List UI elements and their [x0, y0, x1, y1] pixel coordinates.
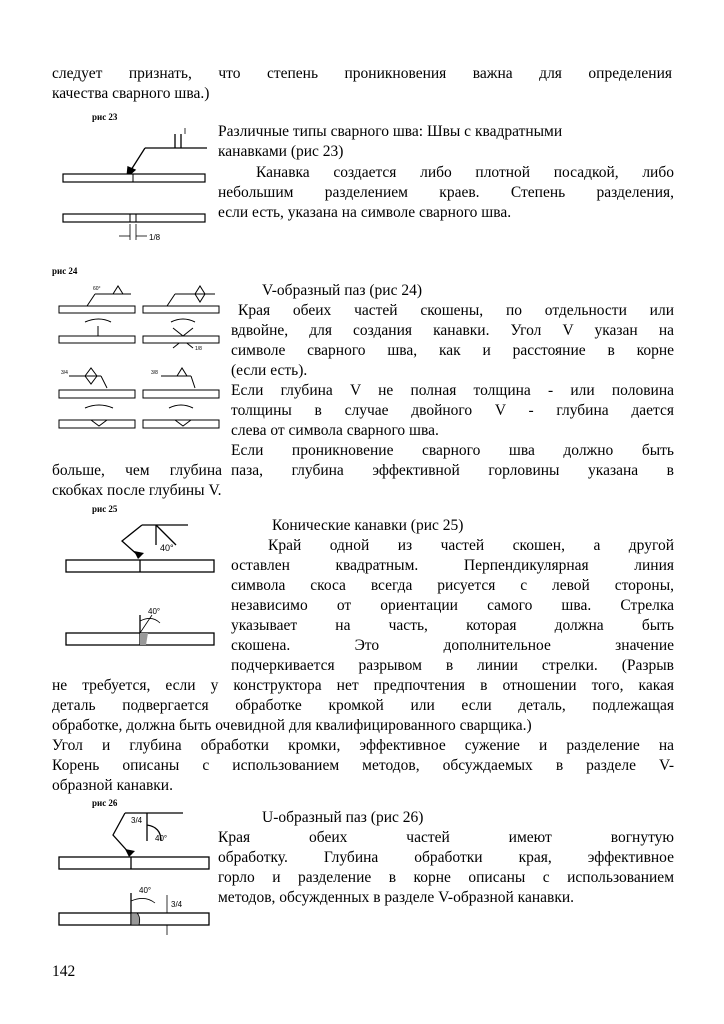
fig23-dimension: [119, 224, 147, 240]
fig25-text-2: оставлен квадратным. Перпендикулярная линия: [231, 557, 674, 574]
fig23-plate-bottom: [63, 214, 205, 222]
fig26-title: U-образный паз (рис 26): [262, 809, 424, 826]
fig26-dim-top: 3/4: [131, 816, 143, 825]
fig25-drawing: [60, 515, 220, 655]
fig23-title: Различные типы сварного шва: Швы с квадратными: [218, 123, 563, 140]
intro-line-2: качества сварного шва.): [52, 85, 210, 102]
fig24-drawing: [55, 278, 225, 448]
fig26-angle-bottom: 40°: [139, 886, 152, 895]
fig25-text-1: Край одной из частей скошен, а другой: [268, 537, 674, 554]
fig25-text-10: обработке, должна быть очевидной для квалифицированного сварщика.): [52, 717, 532, 734]
fig26-caption: рис 26: [92, 798, 118, 808]
fig26-text-3: горло и разделение в корне описаны с использованием: [218, 869, 674, 886]
fig25-text-5: указывает на часть, которая должна быть: [231, 617, 674, 634]
fig25-angle-top: 40°: [160, 543, 174, 553]
fig25-text-9: деталь подвергается обработке кромкой или если деталь, подлежащая: [52, 697, 674, 714]
fig25-text-3: символа скоса всегда рисуется с левой стороны,: [231, 577, 674, 594]
fig26-text-2: обработку. Глубина обработки края, эффективное: [218, 849, 674, 866]
fig25-text-6: скошена. Это дополнительное значение: [231, 637, 674, 654]
fig24-angle-label: 60°: [93, 286, 101, 292]
fig23-text-2: небольшим разделением краев. Степень разделения,: [218, 184, 674, 201]
fig24-dim1-label: 1/8: [195, 346, 202, 352]
fig24-text-7: слева от символа сварного шва.: [231, 422, 439, 439]
fig23-title-2: канавками (рис 23): [218, 143, 344, 160]
intro-line-1: следует признать, что степень проникновения важна для определения: [52, 65, 672, 82]
fig24-text-8: Если проникновение сварного шва должно быть: [231, 442, 674, 459]
fig25-text-4: независимо от ориентации самого шва. Стрелка: [231, 597, 674, 614]
fig25-text-8: не требуется, если у конструктора нет предпочтения в отношении того, какая: [52, 677, 674, 694]
fig23-text-3: если есть, указана на символе сварного шва.: [218, 204, 512, 221]
fig24-dim2-label: 3/4: [61, 370, 68, 376]
fig24-text-6: толщины в случае двойного V - глубина дается: [231, 402, 674, 419]
fig24-caption: рис 24: [52, 266, 78, 276]
fig26-drawing: [55, 805, 215, 945]
fig25-caption: рис 25: [92, 504, 118, 514]
fig24-text-9b: паза, глубина эффективной горловины указана в: [231, 462, 674, 479]
fig25-text-7: подчеркивается разрывом в линии стрелки. (Разрыв: [231, 657, 674, 674]
fig23-drawing: [55, 120, 215, 250]
fig23-dim-label: 1/8: [149, 233, 161, 242]
fig26-text-1: Края обеих частей имеют вогнутую: [218, 829, 674, 846]
fig23-caption: рис 23: [92, 112, 118, 122]
fig24-text-3: символе сварного шва, как и расстояние в корне: [231, 342, 674, 359]
fig24-dim3-label: 3/8: [151, 370, 158, 376]
fig26-angle-top: 40°: [155, 834, 168, 843]
fig24-text-4: (если есть).: [231, 362, 308, 379]
fig25-text-11: Угол и глубина обработки кромки, эффективное сужение и разделение на: [52, 737, 674, 754]
fig26-dim-bottom: 3/4: [171, 900, 183, 909]
fig23-plate-top: [63, 174, 205, 182]
fig25-title: Конические канавки (рис 25): [272, 517, 464, 534]
fig26-text-4: методов, обсужденных в разделе V-образной канавки.: [218, 889, 575, 906]
fig23-weld-symbol: [127, 128, 207, 177]
page-number: 142: [52, 963, 76, 980]
fig24-text-9a: больше, чем глубина: [52, 462, 222, 479]
fig24-text-1: Края обеих частей скошены, по отдельности или: [238, 302, 674, 319]
fig24-text-10: скобках после глубины V.: [52, 482, 222, 499]
fig23-text-1: Канавка создается либо плотной посадкой, либо: [256, 164, 674, 181]
fig24-text-5: Если глубина V не полная толщина - или половина: [231, 382, 674, 399]
fig24-text-2: вдвойне, для создания канавки. Угол V указан на: [231, 322, 674, 339]
fig25-text-13: образной канавки.: [52, 777, 173, 794]
fig24-title: V-образный паз (рис 24): [262, 282, 422, 299]
fig25-text-12: Корень описаны с использованием методов, обсуждаемых в разделе V-: [52, 757, 674, 774]
fig25-angle-bottom: 40°: [148, 607, 161, 616]
